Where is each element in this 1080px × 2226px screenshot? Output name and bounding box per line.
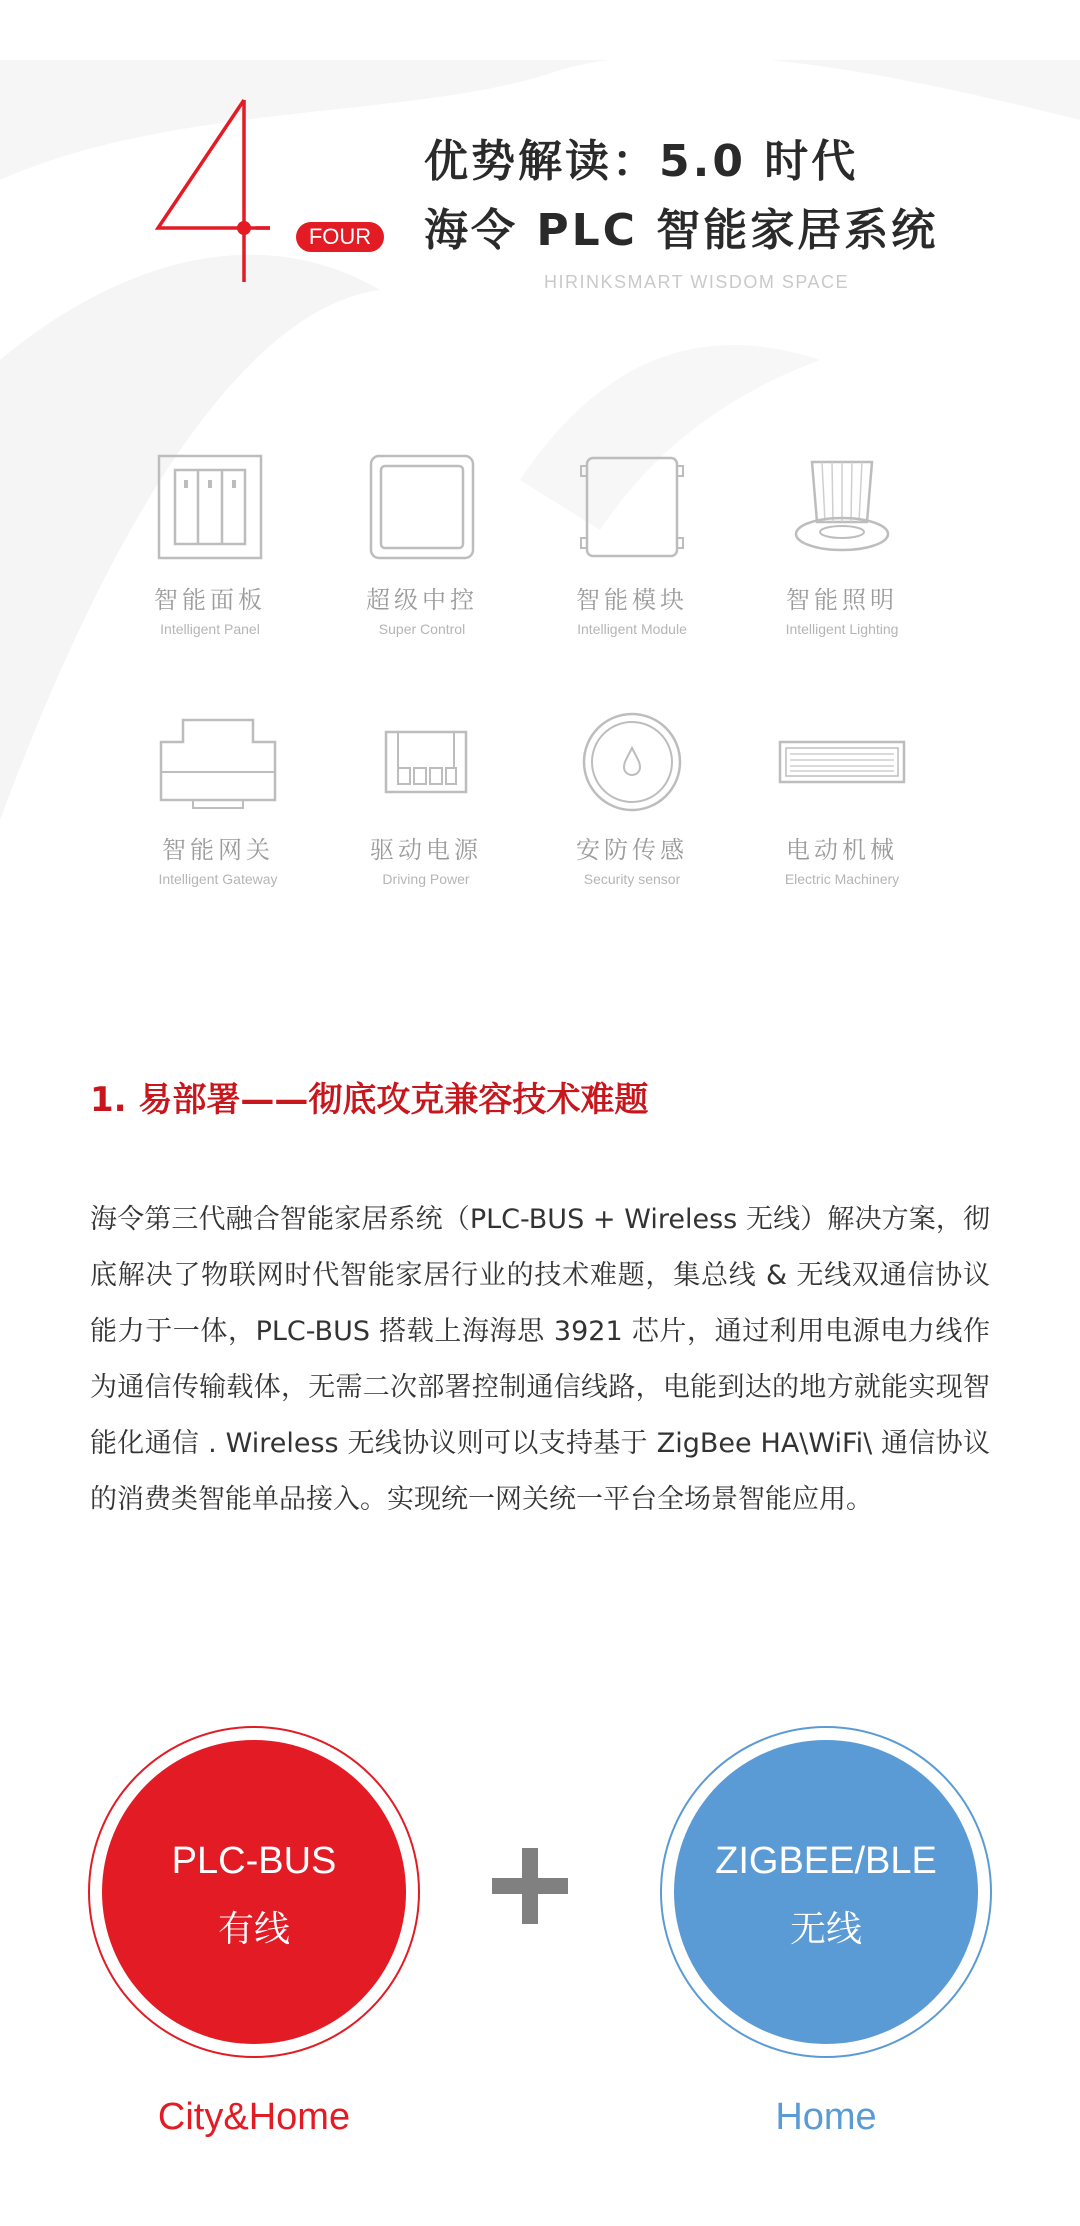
product-name-en: Super Control [378,621,466,637]
power-supply-icon [376,712,476,812]
product-name-en: Intelligent Gateway [158,871,278,887]
section-heading: 1. 易部署——彻底攻克兼容技术难题 [90,1080,649,1120]
product-name-cn: 智能模块 [576,586,688,614]
section-body-text: 海令第三代融合智能家居系统（PLC-BUS + Wireless 无线）解决方案，彻底解决了物联网时代智能家居行业的技术难题，集总线 & 无线双通信协议能力于一体，PLC-BUS 搭载上海海思 3921 芯片，通过利用电源电力线作为通信传输载体，无需二次部署控制通信线路，电能到达的地方就能实现智能化通信 . Wireless 无线协议则可以支持基于 ZigBee HA\WiFi\ 通信协议的消费类智能单品接入。实现统一网关统一平台全场景智能应用。 [90,1204,990,1515]
product-item [322,452,522,637]
wireless-label: 无线 [789,1909,862,1950]
control-panel-icon [367,452,477,562]
product-name-cn: 安防传感 [576,836,688,864]
product-name-cn: 超级中控 [366,586,478,614]
zigbee-ble-label: ZIGBEE/BLE [715,1840,937,1882]
product-name-cn: 电动机械 [786,836,898,864]
product-item [110,452,310,637]
zigbee-ble-circle [674,1740,978,2044]
vent-icon [772,712,912,812]
page-title-line1: 优势解读：5.0 时代 [424,136,859,187]
plc-bus-label: PLC-BUS [171,1840,337,1882]
product-item [532,712,732,887]
product-name-en: Driving Power [382,871,470,887]
product-name-en: Intelligent Module [577,621,687,637]
product-name-cn: 智能面板 [154,586,266,614]
product-name-cn: 智能照明 [786,586,898,614]
panel-switch-icon [155,452,265,562]
gateway-icon [153,712,283,812]
product-name-en: Intelligent Panel [160,621,260,637]
page-title-line2: 海令 PLC 智能家居系统 [424,205,939,256]
product-name-en: Electric Machinery [784,871,900,887]
product-item [118,712,318,887]
product-item [742,712,942,887]
module-icon [577,452,687,562]
page-subtitle: HIRINKSMART WISDOM SPACE [544,272,850,292]
product-name-cn: 智能网关 [162,836,274,864]
big-four-numeral [152,96,272,286]
plc-bus-circle [102,1740,406,2044]
sensor-icon [577,712,687,812]
city-home-caption: City&Home [157,2096,351,2138]
product-name-cn: 驱动电源 [370,836,482,864]
four-badge: FOUR [296,222,384,252]
product-item [532,452,732,637]
home-caption: Home [775,2096,877,2138]
product-name-en: Security sensor [583,871,681,887]
product-name-en: Intelligent Lighting [785,621,899,637]
product-item [742,452,942,637]
plus-icon [490,1846,570,1926]
downlight-icon [787,452,897,562]
product-item [326,712,526,887]
wired-label: 有线 [217,1909,290,1950]
